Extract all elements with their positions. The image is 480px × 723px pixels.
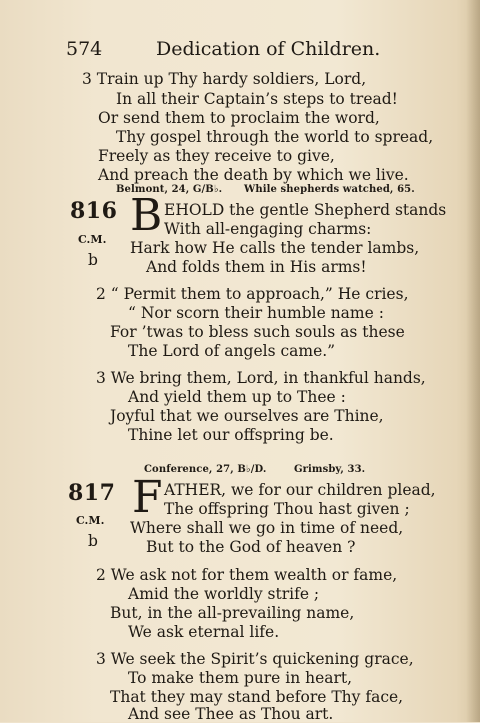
meter-label: C.M. <box>78 233 107 246</box>
verse-line: ATHER, we for our children plead, <box>164 481 436 499</box>
verse-line: Thine let our offspring be. <box>128 426 334 444</box>
tune-name: Belmont, 24, G/B♭. <box>116 184 223 195</box>
verse-line: But, in the all-prevailing name, <box>110 604 355 622</box>
verse-line: “ Nor scorn their humble name : <box>128 304 384 322</box>
page-title: Dedication of Children. <box>156 38 381 60</box>
hymn-number: 816 <box>70 198 118 224</box>
verse-line: Joyful that we ourselves are Thine, <box>110 407 384 425</box>
verse-line: In all their Captain’s steps to tread! <box>116 90 398 108</box>
verse-line: EHOLD the gentle Shepherd stands <box>164 201 447 219</box>
drop-cap: B <box>130 190 163 241</box>
verse-line: 3 We seek the Spirit’s quickening grace, <box>96 650 414 668</box>
tune-name: While shepherds watched, 65. <box>244 184 415 195</box>
verse-line: 3 We bring them, Lord, in thankful hands, <box>96 369 426 387</box>
verse-line: With all-engaging charms: <box>164 220 372 238</box>
dynamic-mark: b <box>88 532 98 550</box>
verse-line: But to the God of heaven ? <box>146 538 356 556</box>
verse-line: And preach the death by which we live. <box>98 166 409 184</box>
dynamic-mark: b <box>88 251 98 269</box>
verse-line: Freely as they receive to give, <box>98 147 335 165</box>
meter-label: C.M. <box>76 514 105 527</box>
verse-line: And see Thee as Thou art. <box>128 705 334 723</box>
verse-line: 2 “ Permit them to approach,” He cries, <box>96 285 409 303</box>
verse-line: That they may stand before Thy face, <box>110 688 404 706</box>
verse-line: Amid the worldly strife ; <box>128 585 320 603</box>
hymn-number: 817 <box>68 480 116 506</box>
tune-name: Conference, 27, B♭/D. <box>144 464 267 475</box>
verse-line: And folds them in His arms! <box>146 258 367 276</box>
verse-line: To make them pure in heart, <box>128 669 353 687</box>
verse-line: 3 Train up Thy hardy soldiers, Lord, <box>82 70 367 88</box>
drop-cap: F <box>132 472 163 523</box>
verse-line: Or send them to proclaim the word, <box>98 109 380 127</box>
verse-line: The offspring Thou hast given ; <box>164 500 410 518</box>
verse-line: 2 We ask not for them wealth or fame, <box>96 566 398 584</box>
verse-line: Thy gospel through the world to spread, <box>116 128 434 146</box>
verse-line: Hark how He calls the tender lambs, <box>130 239 420 257</box>
verse-line: The Lord of angels came.” <box>128 342 336 360</box>
page-number: 574 <box>66 38 103 60</box>
verse-line: For ’twas to bless such souls as these <box>110 323 405 341</box>
tune-name: Grimsby, 33. <box>294 464 366 475</box>
verse-line: Where shall we go in time of need, <box>130 519 404 537</box>
verse-line: And yield them up to Thee : <box>128 388 346 406</box>
verse-line: We ask eternal life. <box>128 623 280 641</box>
page-gutter <box>466 0 480 722</box>
